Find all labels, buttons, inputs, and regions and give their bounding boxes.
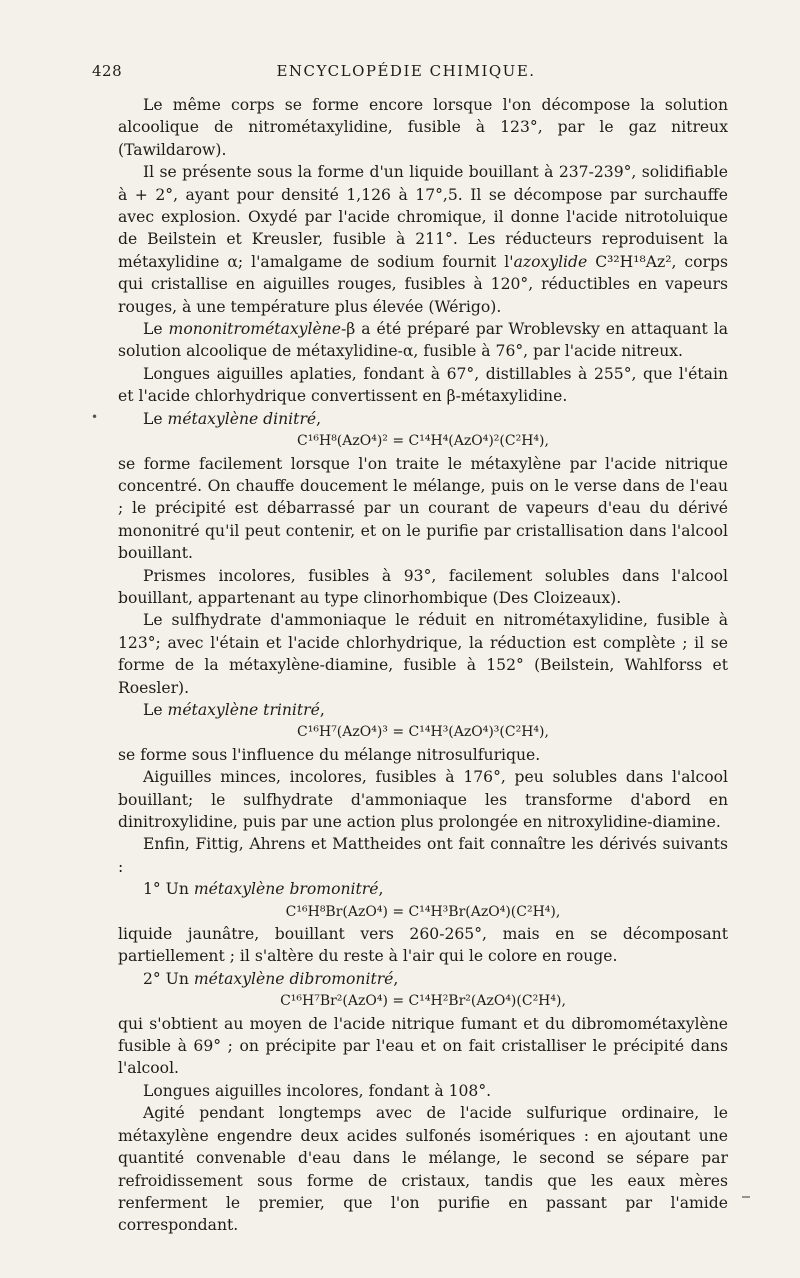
compound-heading: Le métaxylène dinitré, [143, 409, 322, 428]
formula: C¹⁶H⁸Br(AzO⁴) = C¹⁴H³Br(AzO⁴)(C²H⁴), [285, 903, 561, 920]
numbered-heading: 2° Un métaxylène dibromonitré, [143, 969, 399, 988]
paragraph: Le même corps se forme encore lorsque l'on décompose la solution alcoolique de nitrométaxylidine, fusible à 123°, par le gaz nitreux (Tawildarow). [118, 96, 728, 159]
formula: C¹⁶H⁸(AzO⁴)² = C¹⁴H⁴(AzO⁴)²(C²H⁴), [297, 433, 549, 450]
page-number: 428 [92, 62, 123, 80]
paragraph: Longues aiguilles aplaties, fondant à 67°, distillables à 255°, que l'étain et l'acide chlorhydrique convertissent en β-métaxylidine. [118, 364, 728, 406]
paragraph: Le sulfhydrate d'ammoniaque le réduit en nitrométaxylidine, fusible à 123°; avec l'étain et l'acide chlorhydrique, la réduction est complète ; il se forme de la métaxylène-diamine, fusible à 152° (Beilstein, Wahlforss et Roesler). [118, 611, 728, 697]
margin-mark: • [91, 410, 99, 424]
paragraph: Longues aiguilles incolores, fondant à 108°. [143, 1081, 492, 1100]
margin-tick [742, 1196, 750, 1198]
paragraph: Le mononitrométaxylène-β a été préparé par Wroblevsky en attaquant la solution alcoolique de métaxylidine-α, fusible à 76°, par l'acide nitreux. [118, 320, 728, 361]
paragraph: se forme sous l'influence du mélange nitrosulfurique. [118, 745, 541, 764]
paragraph: Prismes incolores, fusibles à 93°, facilement solubles dans l'alcool bouillant, appartenant au type clinorhombique (Des Cloizeaux). [118, 566, 728, 607]
numbered-heading: 1° Un métaxylène bromonitré, [143, 880, 384, 899]
paragraph: Agité pendant longtemps avec de l'acide sulfurique ordinaire, le métaxylène engendre deux acides sulfonés isomériques : en ajoutant une quantité convenable d'eau dans le mélange, le second se sépare par refroidissement sous forme de cristaux, tandis que les eaux mères renferment le premier, que l'on purifie en passant par l'amide correspondant. [118, 1104, 728, 1235]
paragraph: Aiguilles minces, incolores, fusibles à 176°, peu solubles dans l'alcool bouillant; le sulfhydrate d'ammoniaque les transforme d'abord en dinitroxylidine, puis par une action plus prolongée en nitroxylidine-diamine. [118, 768, 728, 831]
formula: C¹⁶H⁷(AzO⁴)³ = C¹⁴H³(AzO⁴)³(C²H⁴), [297, 724, 549, 741]
body-text [118, 94, 728, 1237]
paragraph: se forme facilement lorsque l'on traite le métaxylène par l'acide nitrique concentré. On chauffe doucement le mélange, puis on le verse dans de l'eau ; le précipité est débarrassé par un courant de vapeurs d'eau du dérivé mononitré qu'il peut contenir, et on le purifie par cristallisation dans l'alcool bouillant. [118, 454, 728, 563]
paragraph: qui s'obtient au moyen de l'acide nitrique fumant et du dibromométaxylène fusible à 69° ; on précipite par l'eau et on fait cristalliser le précipité dans l'alcool. [118, 1014, 728, 1078]
page-header [92, 62, 720, 86]
paragraph: Enfin, Fittig, Ahrens et Mattheides ont fait connaître les dérivés suivants : [118, 835, 728, 876]
compound-heading: Le métaxylène trinitré, [143, 700, 325, 719]
paragraph: liquide jaunâtre, bouillant vers 260-265°, mais en se décomposant partiellement ; il s'altère du reste à l'air qui le colore en rouge. [118, 925, 728, 966]
formula: C¹⁶H⁷Br²(AzO⁴) = C¹⁴H²Br²(AzO⁴)(C²H⁴), [280, 993, 566, 1010]
paragraph: Il se présente sous la forme d'un liquide bouillant à 237-239°, solidifiable à + 2°, ayant pour densité 1,126 à 17°,5. Il se décompose par surchauffe avec explosion. Oxydé par l'acide chromique, il donne l'acide nitrotoluique de Beilstein et Kreusler, fusible à 211°. Les réducteurs reproduisent la métaxylidine α; l'amalgame de sodium fournit l'azoxylide C³²H¹⁸Az², corps qui cristallise en aiguilles rouges, fusibles à 120°, réductibles en vapeurs rouges, à une température plus élevée (Wérigo). [118, 163, 728, 316]
running-title: ENCYCLOPÉDIE CHIMIQUE. [276, 62, 536, 80]
